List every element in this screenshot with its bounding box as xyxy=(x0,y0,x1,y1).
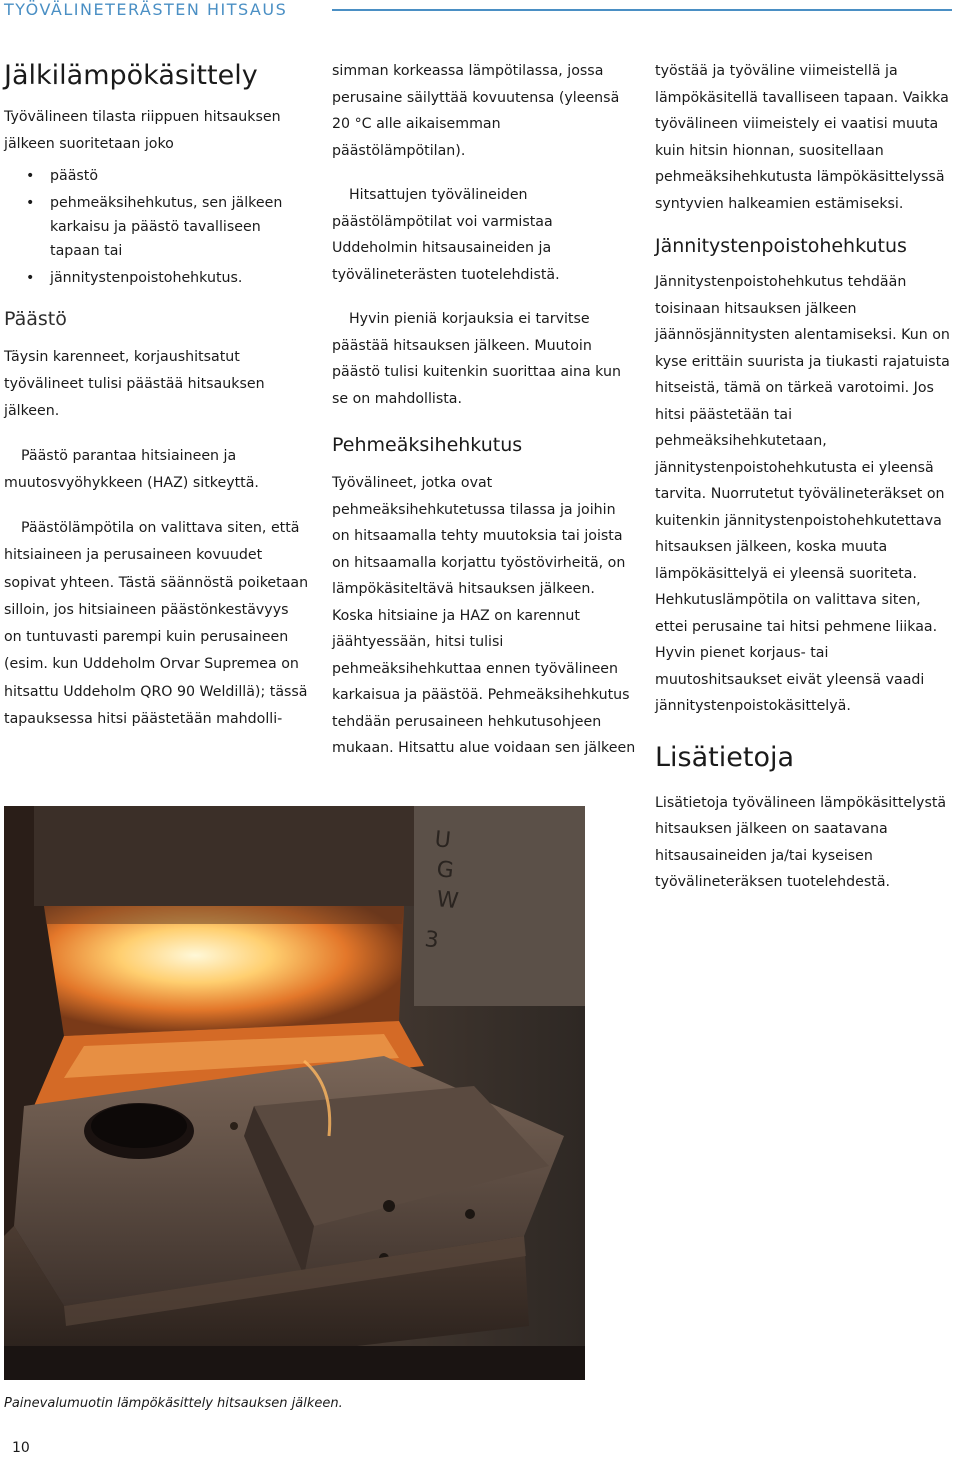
method-list xyxy=(26,164,309,290)
running-head: TYÖVÄLINETERÄSTEN HITSAUS xyxy=(4,0,288,19)
svg-text:3: 3 xyxy=(423,927,440,954)
column-2 xyxy=(332,58,637,762)
paragraph: Työvälineet, jotka ovat pehmeäksihehkutetussa tilassa ja joihin on hitsaamalla tehty muutoksia tai joista on hitsaamalla korjattu työstövirheitä, on lämpökäsiteltävä hitsauksen jälkeen. Koska hitsiaine ja HAZ on karennut jäähtyessään, hitsi tulisi pehmeäksihehkuttaa ennen työvälineen karkaisua ja päästöä. Pehmeäksihehkutus tehdään perusaineen hehkutusohjeen mukaan. Hitsattu alue voidaan sen jälkeen xyxy=(332,475,636,756)
paragraph: Hehkutuslämpötila on valittava siten, ettei perusaine tai hitsi pehmene liikaa. Hyvin pienet korjaus- tai muutoshitsaukset eivät yleensä vaadi jännitystenpoistokäsittelyä. xyxy=(655,592,938,714)
svg-text:W: W xyxy=(435,887,460,915)
list-item: • jännitystenpoistohehkutus. xyxy=(26,266,309,290)
section-heading: Jälkilämpökäsittely xyxy=(4,60,258,91)
column-3 xyxy=(655,58,955,896)
paragraph: Hitsattujen työvälineiden päästölämpötilat voi varmistaa Uddeholmin hitsausaineiden ja työvälineterästen tuotelehdistä. xyxy=(332,187,560,283)
subheading-paasto: Päästö xyxy=(4,308,67,330)
page-number: 10 xyxy=(12,1440,30,1456)
list-item: • päästö xyxy=(26,164,309,188)
paragraph: Hyvin pieniä korjauksia ei tarvitse päästää hitsauksen jälkeen. Muutoin päästö tulisi kuitenkin suorittaa aina kun se on mahdollista. xyxy=(332,311,621,407)
paragraph: työstää ja työväline viimeistellä ja lämpökäsitellä tavalliseen tapaan. Vaikka työvälineen viimeistely ei vaatisi muuta kuin hitsin hionnan, suositellaan pehmeäksihehkutusta lämpökäsittelyssä syntyvien halkeamien estämiseksi. xyxy=(655,63,949,212)
list-item: • pehmeäksihehkutus, sen jälkeen karkaisu ja päästö tavalliseen tapaan tai xyxy=(26,191,309,263)
intro-paragraph: Työvälineen tilasta riippuen hitsauksen jälkeen suoritetaan joko xyxy=(4,109,281,152)
paragraph: Lisätietoja työvälineen lämpökäsittelystä hitsauksen jälkeen on saatavana hitsausaineiden ja/tai kyseisen työvälineteräksen tuotelehdestä. xyxy=(655,794,947,890)
svg-text:G: G xyxy=(435,857,455,884)
svg-text:U: U xyxy=(433,827,453,854)
header-rule xyxy=(332,9,952,11)
section-heading-lisatietoja: Lisätietoja xyxy=(655,741,795,773)
paragraph: Päästö parantaa hitsiaineen ja muutosvyöhykkeen (HAZ) sitkeyttä. xyxy=(4,448,259,491)
subheading-jannitystenpoistohehkutus: Jännitystenpoistohehkutus xyxy=(655,235,907,257)
column-1 xyxy=(4,58,309,733)
paragraph: Päästölämpötila on valittava siten, että hitsiaineen ja perusaineen kovuudet sopivat yhteen. Tästä säännöstä poiketaan silloin, jos hitsiaineen päästönkestävyys on tuntuvasti parempi kuin perusaineen (esim. kun Uddeholm Orvar Supremea on hitsattu Uddeholm QRO 90 Weldillä); tässä tapauksessa hitsi päästetään mahdolli- xyxy=(4,520,309,728)
paragraph: Jännitystenpoistohehkutus tehdään toisinaan hitsauksen jälkeen jäännösjännitysten alentamiseksi. Kun on kyse erittäin suurista ja tiukasti rajatuista hitseistä, tämä on tärkeä varotoimi. Jos hitsi päästetään tai pehmeäksihehkutetaan, jännitystenpoistohehkutusta ei yleensä tarvita. Nuorrutetut työvälineteräkset on kuitenkin jännitystenpoistohehkutettava hitsauksen jälkeen, koska muuta lämpökäsittelyä ei yleensä suoriteta. xyxy=(655,274,950,582)
figure-caption: Painevalumuotin lämpökäsittely hitsauksen jälkeen. xyxy=(4,1396,343,1411)
paragraph: Täysin karenneet, korjaushitsatut työvälineet tulisi päästää hitsauksen jälkeen. xyxy=(4,349,265,419)
furnace-photo xyxy=(4,806,585,1380)
paragraph: simman korkeassa lämpötilassa, jossa perusaine säilyttää kovuutensa (yleensä 20 °C alle aikaisemman päästölämpötilan). xyxy=(332,63,620,159)
subheading-pehmeaksihehkutus: Pehmeäksihehkutus xyxy=(332,434,523,456)
